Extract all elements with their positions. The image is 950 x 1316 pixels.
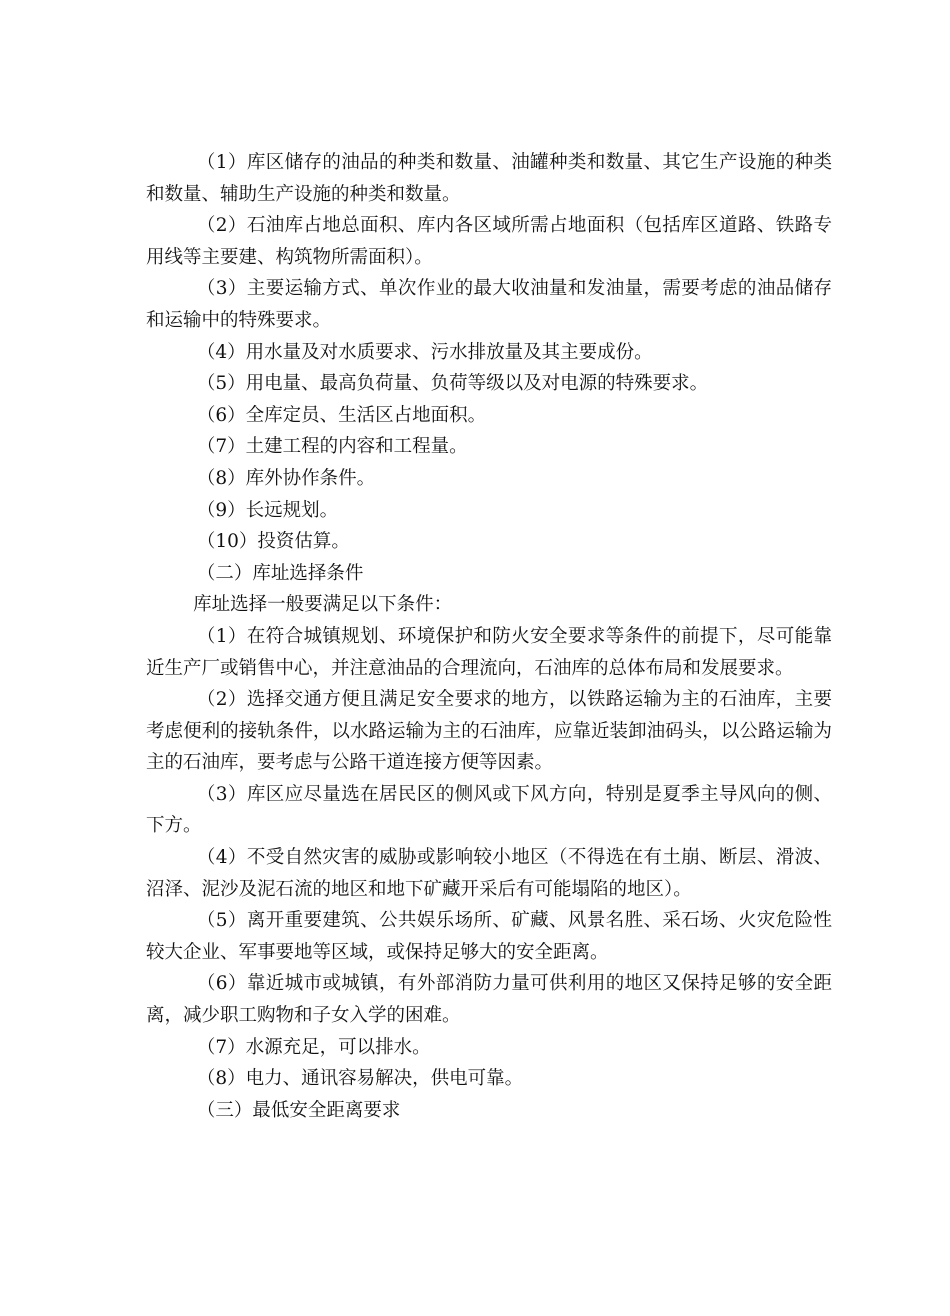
paragraph-requirement-5: （5）用电量、最高负荷量、负荷等级以及对电源的特殊要求。 bbox=[196, 373, 709, 395]
paragraph-condition-6: （6）靠近城市或城镇，有外部消防力量可供利用的地区又保持足够的安全距离，减少职工购物和子女入学的困难。 bbox=[146, 973, 832, 1027]
section-heading-safety-distance: （三）最低安全距离要求 bbox=[196, 1099, 401, 1121]
paragraph-requirement-8: （8）库外协作条件。 bbox=[196, 467, 376, 489]
paragraph-requirement-2: （2）石油库占地总面积、库内各区域所需占地面积（包括库区道路、铁路专用线等主要建、构筑物所需面积）。 bbox=[146, 215, 832, 268]
paragraph-condition-5: （5）离开重要建筑、公共娱乐场所、矿藏、风景名胜、采石场、火灾危险性较大企业、军事要地等区域，或保持足够大的安全距离。 bbox=[146, 910, 832, 963]
paragraph-site-selection-intro: 库址选择一般要满足以下条件： bbox=[193, 594, 453, 616]
paragraph-requirement-7: （7）土建工程的内容和工程量。 bbox=[196, 436, 468, 458]
paragraph-condition-4: （4）不受自然灾害的威胁或影响较小地区（不得选在有土崩、断层、滑波、沼泽、泥沙及泥石流的地区和地下矿藏开采后有可能塌陷的地区）。 bbox=[146, 847, 832, 900]
paragraph-condition-2: （2）选择交通方便且满足安全要求的地方，以铁路运输为主的石油库，主要考虑便利的接轨条件，以水路运输为主的石油库，应靠近装卸油码头，以公路运输为主的石油库，要考虑与公路干道连接方便等因素。 bbox=[146, 689, 832, 774]
paragraph-condition-8: （8）电力、通讯容易解决，供电可靠。 bbox=[196, 1068, 524, 1090]
paragraph-requirement-10: （10）投资估算。 bbox=[196, 531, 350, 553]
paragraph-requirement-4: （4）用水量及对水质要求、污水排放量及其主要成份。 bbox=[196, 341, 653, 363]
paragraph-condition-7: （7）水源充足，可以排水。 bbox=[196, 1036, 431, 1058]
paragraph-requirement-1: （1）库区储存的油品的种类和数量、油罐种类和数量、其它生产设施的种类和数量、辅助生产设施的种类和数量。 bbox=[146, 152, 832, 205]
section-heading-site-selection: （二）库址选择条件 bbox=[196, 562, 364, 584]
paragraph-condition-1: （1）在符合城镇规划、环境保护和防火安全要求等条件的前提下，尽可能靠近生产厂或销售中心，并注意油品的合理流向，石油库的总体布局和发展要求。 bbox=[146, 625, 832, 679]
paragraph-requirement-9: （9）长远规划。 bbox=[196, 499, 339, 521]
paragraph-requirement-6: （6）全库定员、生活区占地面积。 bbox=[196, 404, 487, 426]
document-body bbox=[146, 147, 832, 1126]
paragraph-condition-3: （3）库区应尽量选在居民区的侧风或下风方向，特别是夏季主导风向的侧、下方。 bbox=[146, 783, 832, 837]
paragraph-requirement-3: （3）主要运输方式、单次作业的最大收油量和发油量，需要考虑的油品储存和运输中的特殊要求。 bbox=[146, 278, 832, 331]
